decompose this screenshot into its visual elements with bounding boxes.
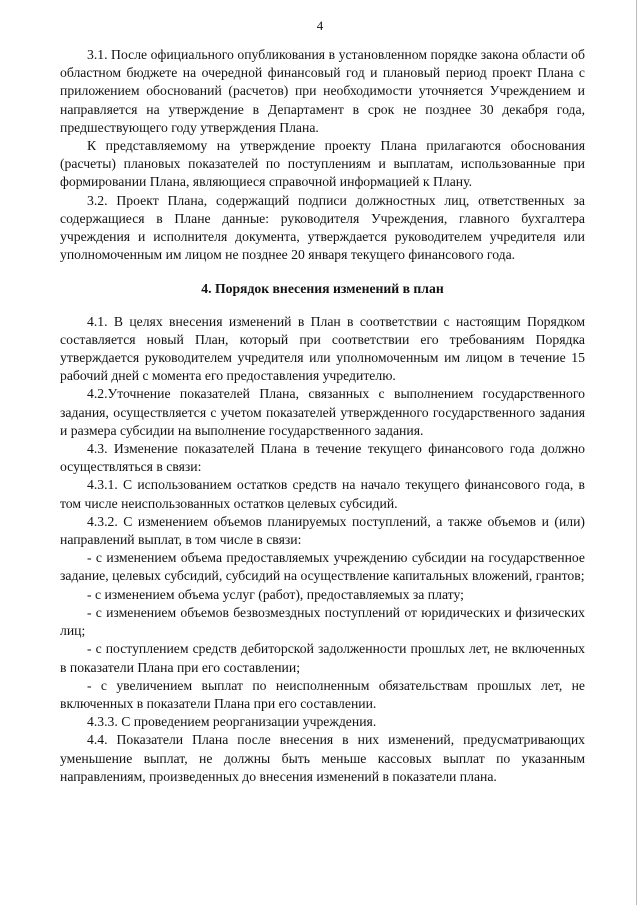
paragraph-4-1: 4.1. В целях внесения изменений в План в соответствии с настоящим Порядком составляется новый План, который при соответствии его требованиям Порядка утверждается руководителем учредителя или уполномоченным им лицом в течение 15 рабочий дней с момента его предоставления учредителю. <box>60 313 585 384</box>
paragraph-3-2: 3.2. Проект Плана, содержащий подписи должностных лиц, ответственных за содержащиеся в Плане данные: руководителя Учреждения, главного бухгалтера учреждения и исполнителя документа, утверждается руководителем учредителя или уполномоченным им лицом не позднее 20 января текущего финансового года. <box>60 192 585 263</box>
list-item: - с изменением объема услуг (работ), предоставляемых за плату; <box>87 586 464 602</box>
paragraph-4-3-2: 4.3.2. С изменением объемов планируемых поступлений, а также объемов и (или) направлений выплат, в том числе в связи: <box>60 513 585 548</box>
paragraph-4-3-3: 4.3.3. С проведением реорганизации учреждения. <box>87 714 377 730</box>
list-item: - с увеличением выплат по неисполненным обязательствам прошлых лет, не включенных в показатели Плана при его составлении. <box>60 677 585 711</box>
paragraph-3-1: 3.1. После официального опубликования в установленном порядке закона области об областном бюджете на очередной финансовый год и плановый период проект Плана с приложением обоснований (расчетов) при необходимости уточняется Учреждением и направляется на утверждение в Департамент в срок не позднее 30 декабря года, предшествующего году утверждения Плана. <box>60 47 585 135</box>
paragraph-4-3-1: 4.3.1. С использованием остатков средств на начало текущего финансового года, в том числе неиспользованных остатков целевых субсидий. <box>60 477 585 511</box>
paragraph-4-4: 4.4. Показатели Плана после внесения в них изменений, предусматривающих уменьшение выплат, не должны быть меньше кассовых выплат по указанным направлениям, произведенных до внесения изменений в показатели плана. <box>60 732 585 784</box>
section-heading: 4. Порядок внесения изменений в план <box>201 281 444 297</box>
list-item: - с поступлением средств дебиторской задолженности прошлых лет, не включенных в показатели Плана при его составлении; <box>60 641 585 675</box>
paragraph-4-3: 4.3. Изменение показателей Плана в течение текущего финансового года должно осуществляться в связи: <box>60 441 585 475</box>
list-item: - с изменением объемов безвозмездных поступлений от юридических и физических лиц; <box>60 604 585 639</box>
scan-edge-line <box>636 0 637 905</box>
list-item: - с изменением объема предоставляемых учреждению субсидии на государственное задание, целевых субсидий, субсидий на осуществление капитальных вложений, грантов; <box>60 550 585 584</box>
page-number: 4 <box>316 18 324 33</box>
paragraph-3-1-attachments: К представляемому на утверждение проекту Плана прилагаются обоснования (расчеты) плановых показателей по поступлениям и выплатам, использованные при формировании Плана, являющиеся справочной информацией к Плану. <box>60 138 585 190</box>
paragraph-4-2: 4.2.Уточнение показателей Плана, связанных с выполнением государственного задания, осуществляется с учетом показателей утвержденного государственного задания и размера субсидии на выполнение государственного задания. <box>60 386 585 438</box>
document-body <box>60 46 585 786</box>
